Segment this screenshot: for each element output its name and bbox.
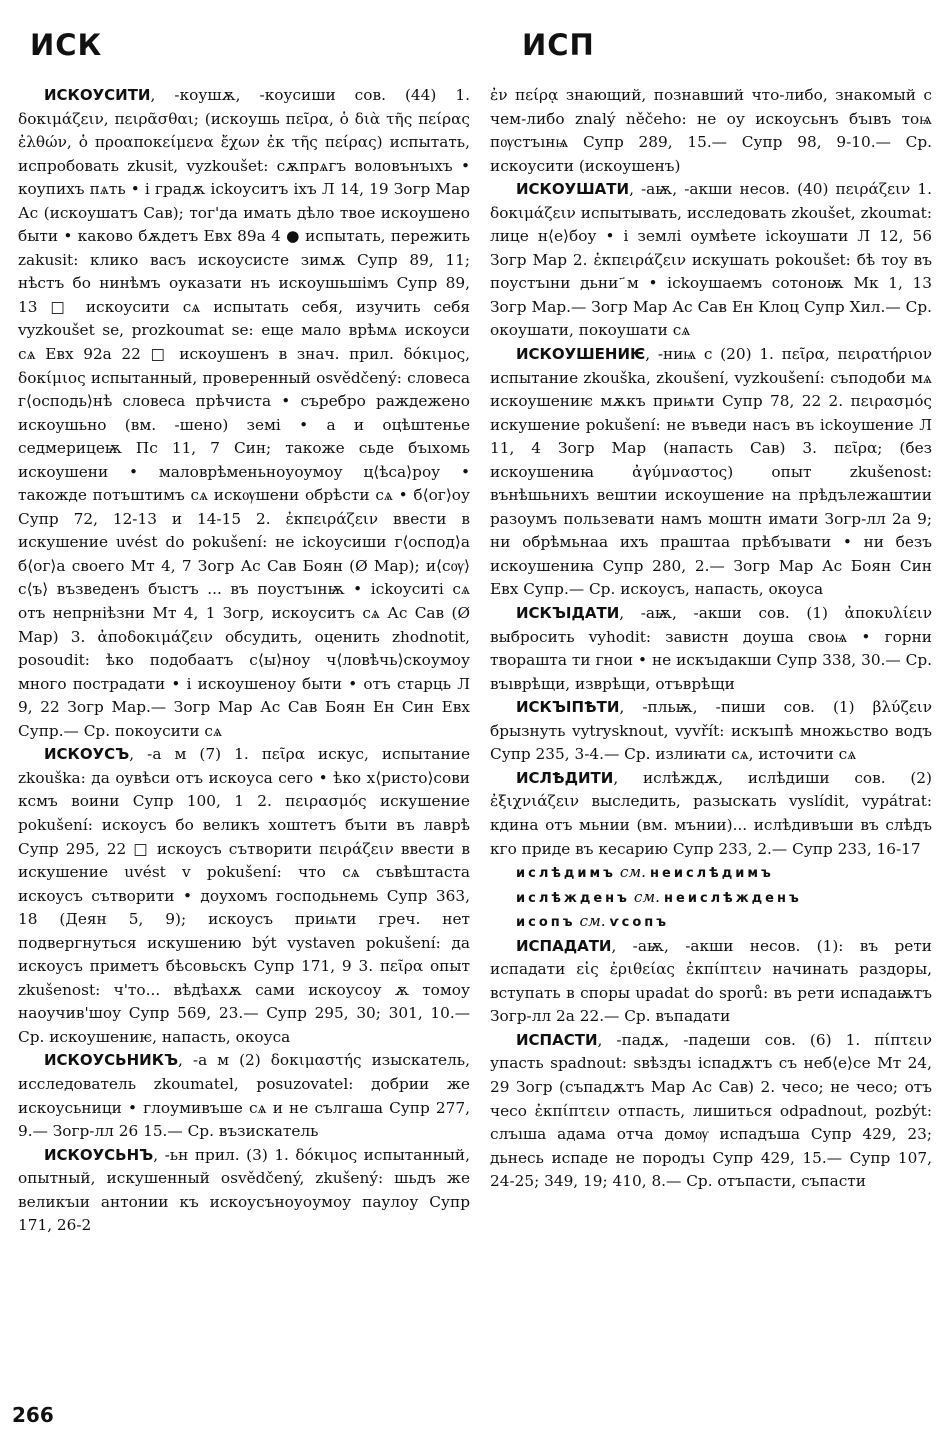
headword: ИСПАСТИ (516, 1030, 598, 1049)
entry-body: , -ьн прил. (3) 1. δόκιμος испытанный, опытный, искушенный osvědčený, zkušený: шьдъ же великъıи антонии къ искоусъноуоумоу паулоу Супр 171, 26-2 (18, 1145, 470, 1235)
headword: ИСКОУСЬНЪ (44, 1145, 154, 1164)
cross-reference (490, 910, 932, 935)
entry-body: , -пльѭ, -пиши сов. (1) βλύζειν брызнуть vytrysknout, vyvřít: искъıпѣ множьство водъ Супр 235, 3-4.— Ср. излиꙗти сѧ, источити сѧ (490, 698, 932, 764)
headword: ИСКОУШЕНИѤ (516, 345, 646, 364)
running-header-left: ИСК (30, 28, 103, 62)
ref-word: ислѣдимъ (516, 866, 616, 882)
headword: ИСКОУСЪ (44, 745, 130, 764)
entry-body: , -ниѩ с (20) 1. πεῖρα, πειρατήριον испытание zkouška, zkoušení, vyzkoušení: съподоби мѧ искоушениѥ мѫкъ приѩти Супр 78, 22 2. πειρασμός искушение pokušení: не въведи насъ въ ісkоушение Л 11, 4 Зогр Мар (напасть Сав) 3. πεῖρα; (без искоушениꙗ ἀγύμναστος) опыт zkušenost: вънѣшьнихъ вештии искоушение на прѣдълежаштии разоумъ пользевати намъ моштн имати Зогр-лл 2а 9; ни обрѣмьнаа ихъ праштаа прѣбъıвати • ни безъ искоушениꙗ Супр 280, 2.— Зогр Мар Ас Боян Син Евх Супр.— Ср. искоусъ, напасть, окоуса (490, 345, 932, 599)
entry-body: , -падѫ, -падеши сов. (6) 1. πίπτειν упасть spadnout: ѕвѣздъı іспадѫтъ съ неб⟨е⟩се Мт 24, 29 Зогр (съпадѫтъ Мар Ас Сав) 2. чесо; не чесо; отъ чесо ἐκπίπτειν отпасть, лишиться odpadnout, pozbýt: слъıша адама отча домѹ испадъша Супр 429, 23; дьнесь испаде не породъı Супр 429, 15.— Супр 107, 24-25; 349, 19; 410, 8.— Ср. отъпасти, съпасти (490, 1030, 932, 1191)
headword: ИСКОУСИТИ (44, 86, 151, 104)
entry-body: , ислѣждѫ, ислѣдиши сов. (2) ἐξιχνιάζειν выследить, разыскать vyslídit, vypátrat: кдина отъ мьнии (вм. мънии)... ислѣдивъши въ слѣдъ кго приде въ кесарию Супр 233, 2.— Супр 233, 16-17 (490, 768, 932, 858)
dictionary-entry (490, 178, 932, 343)
dictionary-entry (490, 343, 932, 602)
entry-body: , -аѭ, -акши сов. (1) ἀποκυλίειν выбросить vyhodit: завистн доуша своѩ • горни творашта ти гнои • не искъıдакши Супр 338, 30.— Ср. въıврѣщи, изврѣщи, отъврѣщи (490, 604, 932, 693)
see-label: см. (633, 887, 661, 906)
ref-word: ислѣжденъ (516, 890, 630, 906)
see-label: см. (619, 863, 647, 882)
headword: ИСКОУСЬНИКЪ (44, 1051, 179, 1070)
entry-body: , -аѭ, -акши несов. (40) πειράζειν 1. δοκιμάζειν испытывать, исследовать zkoušet, zkoumat: лице н⟨е⟩боу • і землі оумѣете ісkоушати Л 12, 56 Зогр Мар 2. ἐκπειράζειν искушать pokoušet: бѣ тоу въ поустъıни дьни ҃м • ісkоушаемъ сотоноѭ Мк 1, 13 Зогр Мар.— Зогр Мар Ас Сав Ен Клоц Супр Хил.— Ср. окоушати, покоушати сѧ (490, 180, 932, 340)
page-number: 266 (12, 1403, 54, 1427)
see-label: см. (579, 912, 606, 931)
dictionary-entry (490, 84, 932, 178)
right-column (490, 84, 932, 1194)
dictionary-entry (490, 935, 932, 1029)
entry-body: ἐν πείρᾳ знающий, познавший что-либо, знакомый с чем-либо znalý něčeho: не оу искоусьнъ бъıвъ тоѩ пѹстъıнѩ Супр 289, 15.— Супр 98, 9-10.— Ср. искоусити (искоушенъ) (490, 86, 932, 175)
left-column (18, 84, 470, 1238)
dictionary-entry (18, 1049, 470, 1143)
dictionary-entry (18, 1144, 470, 1238)
entry-body: , -а м (2) δοκιμαστής изыскатель, исследователь zkoumatel, posuzovatel: добрии же искоусьници • глоумивъше сѧ и не сългаша Супр 277, 9.— Зогр-лл 26 15.— Ср. възискатель (18, 1051, 470, 1141)
dictionary-entry (490, 696, 932, 767)
entry-body: , -а м (7) 1. πεῖρα искус, испытание zkouška: да оувѣси отъ искоуса сего • ѣко х⟨ристо⟩сови ксмъ воини Супр 100, 1 2. πειρασμός искушение pokušení: искоусъ бо великъ хоштетъ бъıти въ лаврѣ Супр 295, 22 □ искоусъ сътворити πειράζειν ввести в искушение uvést v pokušení: что сѧ съвѣштаста искоусъ сътворити • доухомъ господьнемь Супр 363, 18 (Деян 5, 9); искоусъ приѩти греч. нет подвергнуться искушению být vystaven pokušení: да искоусъ приметъ бѣсовьскъ Супр 171, 9 3. πεῖρα опыт zkušenost: ч'то... вѣдѣахѫ сами искоусоу ѫ томоу наоучив'шоу Супр 569, 23.— Супр 295, 30; 301, 10.— Ср. искоушениѥ, напасть, окоуса (18, 745, 470, 1046)
ref-word: исопъ (516, 915, 576, 931)
headword: ИСКОУШАТИ (516, 180, 630, 199)
dictionary-entry (490, 602, 932, 696)
dictionary-entry (490, 1029, 932, 1194)
entry-body: , -коушѫ, -коусиши сов. (44) 1. δοκιμάζειν, πειρᾶσθαι; (искоушь πεῖρα, ὁ διὰ τῆς πείρας ἐλθών, ὁ προαποκείμενα ἔχων ἐκ τῆς πείρας) испытать, испробовать zkusit, vyzkoušet: сѫпрѧгъ воловънъıхъ • коупихъ пѧть • і градѫ ісkоуситъ іхъ Л 14, 19 Зогр Мар Ас (искоушатъ Сав); тог'да имать дѣло твое искоушено быти • каково бѫдетъ Евх 89а 4 ● испытать, пережить zakusit: клико васъ искоусисте зимѫ Супр 89, 11; нѣстъ бо нинѣмъ оуказати нъ искоушьшiмъ Супр 89, 13 □ искоусити сѧ испытать себя, изучить себя vyzkoušet se, prozkoumat se: еще мало врѣмѧ искоуси сѧ Евх 92а 22 □ искоушенъ в знач. прил. δόκιμος, δοκίμιος испытанный, проверенный osvědčený: словеса г⟨осподь⟩нѣ словеса прѣчиста • сърeбро раждежено искоушьно (вм. -шено) земі • а и оцѣштенье седмерицеѭ Пс 11, 7 Син; такоже сьде бъıхомь искоушени • маловрѣменьноуоумоу ц⟨ѣса⟩роу • такожде потъштимъ сѧ искѹшени обрѣсти сѧ • б⟨ог⟩оу Супр 72, 12-13 и 14-15 2. ἐκπειράζειν ввести в искушение uvést do pokušení: не ісkоусиши г⟨оспод⟩а б⟨ог⟩а своего Мт 4, 7 Зогр Ас Сав Боян (Ø Мар); и⟨сѹ⟩с⟨ъ⟩ възведенъ бъıстъ ... въ поустъıнѭ • ісkоуситі сѧ отъ непрніѣзни Мт 4, 1 Зогр, искоуситъ сѧ Ас Сав (Ø Мар) 3. ἀποδοκιμάζειν обсудить, оценить zhodnotit, posoudit: ѣко подобаатъ с⟨ы⟩ноу ч⟨ловѣчь⟩скоумоу много пострадати • і искоушеноу быти • отъ старць Л 9, 22 Зогр Мар.— Зогр Мар Ас Сав Боян Ен Син Евх Супр.— Ср. покоусити сѧ (18, 86, 470, 740)
dictionary-entry (490, 767, 932, 861)
cross-reference (490, 861, 932, 886)
dictionary-entry (18, 84, 470, 743)
headword: ИСКЪIДАТИ (516, 604, 620, 623)
headword: ИСЛѢДИТИ (516, 768, 614, 787)
headword: ИСПАДАТИ (516, 936, 612, 955)
ref-target: ѵсопъ (609, 915, 670, 931)
running-header-right: ИСП (522, 28, 595, 62)
dictionary-entry (18, 743, 470, 1049)
ref-target: неислѣдимъ (650, 866, 774, 882)
ref-target: неислѣжденъ (664, 890, 802, 906)
cross-reference (490, 886, 932, 911)
entry-body: , -аѭ, -акши несов. (1): въ рети испадати εἰς ἐριθείας ἐκπίπτειν начинать раздоры, вступать в споры upadat do sporů: въ рети испадаѭтъ Зогр-лл 2а 22.— Ср. въпадати (490, 936, 932, 1026)
headword: ИСКЪIПѢТИ (516, 698, 620, 717)
